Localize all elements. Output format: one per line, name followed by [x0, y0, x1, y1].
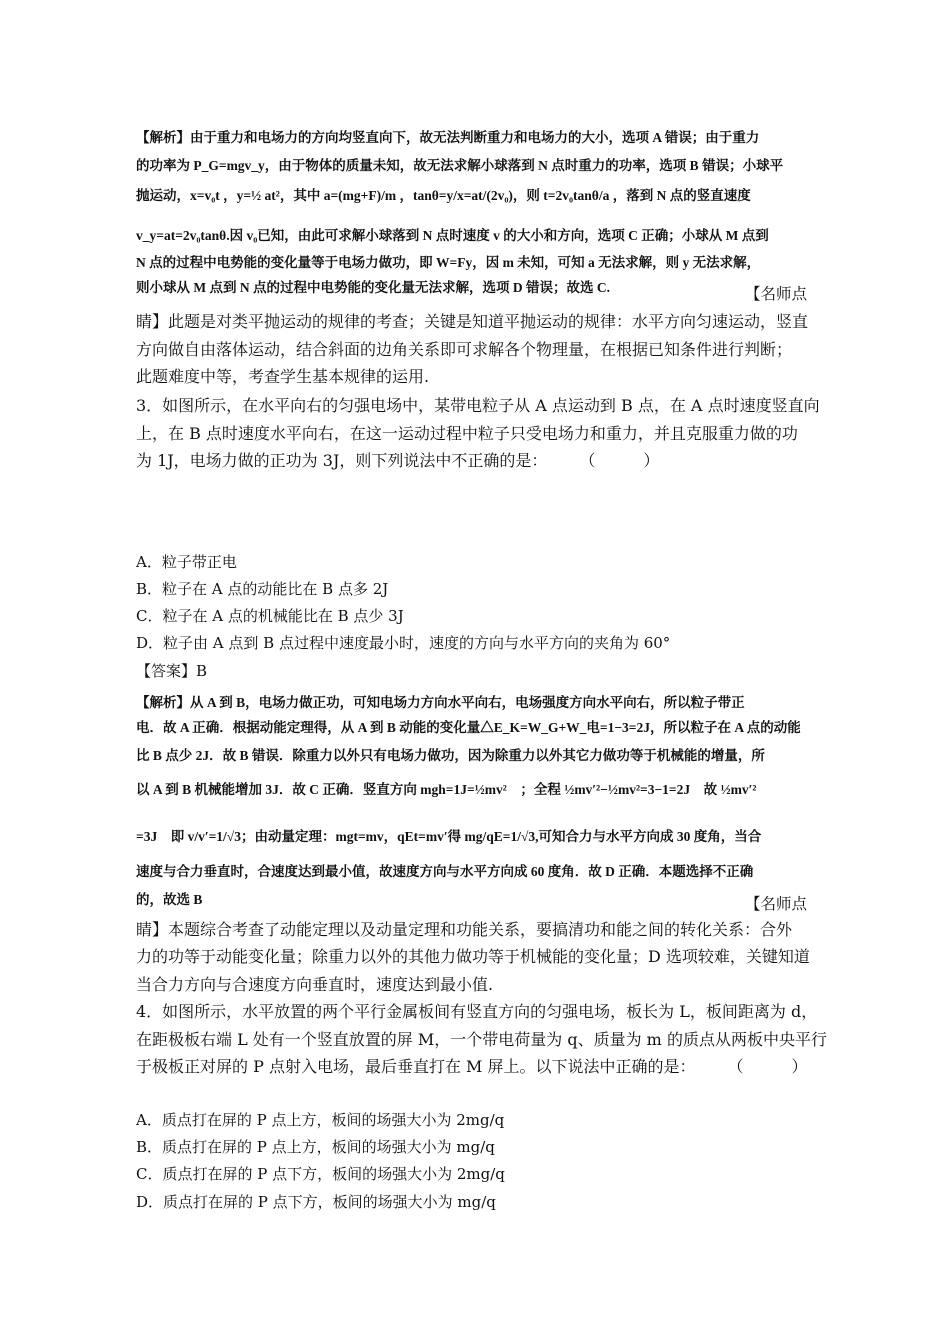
q4-stem-line-3: 于极板正对屏的 P 点射入电场，最后垂直打在 M 屏上。以下说法中正确的是： （ ）	[136, 1057, 808, 1076]
q4-option-c: C．质点打在屏的 P 点下方，板间的场强大小为 2mg/q	[136, 1165, 505, 1183]
q3-analysis-line-3: 比 B 点少 2J．故 B 错误．除重力以外只有电场力做功，因为除重力以外其它力做功等于机械能的增量，所	[136, 748, 765, 763]
q3-stem-line-3: 为 1J，电场力做的正功为 3J，则下列说法中不正确的是： （ ）	[136, 451, 660, 470]
q2-comment-tag: 【名师点	[745, 285, 808, 303]
q3-comment-line-3: 当合力方向与合速度方向垂直时，速度达到最小值.	[136, 975, 494, 994]
q2-comment-line-2: 方向做自由落体运动，结合斜面的边角关系即可求解各个物理量，在根据已知条件进行判断；	[136, 340, 793, 359]
q3-analysis-line-5: =3J 即 v/v′=1/√3；由动量定理：mgt=mv，qEt=mv′得 mg/qE=1/√3,可知合力与水平方向成 30 度角，当合	[136, 829, 762, 844]
q3-comment-line-2: 力的功等于动能变化量；除重力以外的其他力做功等于机械能的变化量；D 选项较难，关键知道	[136, 947, 810, 966]
q3-analysis-line-1: 【解析】从 A 到 B，电场力做正功，可知电场力方向水平向右，电场强度方向水平向右，所以粒子带正	[136, 695, 745, 710]
q3-stem-line-2: 上，在 B 点时速度水平向右，在这一运动过程中粒子只受电场力和重力，并且克服重力做的功	[136, 424, 798, 443]
q2-analysis-line-6: 则小球从 M 点到 N 点的过程中电势能的变化量无法求解，选项 D 错误；故选 C.	[136, 280, 610, 295]
q2-comment-line-1: 睛】此题是对类平抛运动的规律的考查；关键是知道平抛运动的规律：水平方向匀速运动，竖直	[136, 312, 809, 331]
q4-option-d: D．质点打在屏的 P 点下方，板间的场强大小为 mg/q	[136, 1193, 496, 1211]
q3-stem-line-1: 3．如图所示，在水平向右的匀强电场中，某带电粒子从 A 点运动到 B 点，在 A 点时速度竖直向	[136, 396, 820, 415]
q3-option-d: D．粒子由 A 点到 B 点过程中速度最小时，速度的方向与水平方向的夹角为 60°	[136, 634, 671, 652]
q3-option-c: C．粒子在 A 点的机械能比在 B 点少 3J	[136, 607, 404, 625]
q4-stem-line-1: 4．如图所示，水平放置的两个平行金属板间有竖直方向的匀强电场，板长为 L，板间距离为 d，	[136, 1002, 818, 1021]
q2-analysis-line-5: N 点的过程中电势能的变化量等于电场力做功，即 W=Fy，因 m 未知，可知 a 无法求解，则 y 无法求解，	[136, 255, 761, 270]
q2-analysis-line-2: 的功率为 P_G=mgv_y，由于物体的质量未知，故无法求解小球落到 N 点时重力的功率，选项 B 错误；小球平	[136, 158, 784, 173]
q3-comment-tag: 【名师点	[745, 895, 808, 913]
q3-option-b: B．粒子在 A 点的动能比在 B 点多 2J	[136, 580, 389, 598]
q4-option-b: B．质点打在屏的 P 点上方，板间的场强大小为 mg/q	[136, 1138, 495, 1156]
q4-stem-line-2: 在距极板右端 L 处有一个竖直放置的屏 M，一个带电荷量为 q、质量为 m 的质点从两板中央平行	[136, 1030, 827, 1049]
q3-answer: 【答案】B	[136, 662, 208, 680]
q3-analysis-line-4: 以 A 到 B 机械能增加 3J．故 C 正确．竖直方向 mgh=1J=½mv² ；全程 ½mv′²−½mv²=3−1=2J 故 ½mv′²	[136, 782, 757, 797]
q3-option-a: A．粒子带正电	[136, 553, 237, 571]
q2-analysis-line-1: 【解析】由于重力和电场力的方向均竖直向下，故无法判断重力和电场力的大小，选项 A 错误；由于重力	[136, 130, 760, 145]
q3-analysis-line-2: 电．故 A 正确．根据动能定理得，从 A 到 B 动能的变化量△E_K=W_G+W_电=1−3=2J，所以粒子在 A 点的动能	[136, 720, 801, 735]
q2-analysis-line-4: v_y=at=2v₀tanθ.因 v₀已知，由此可求解小球落到 N 点时速度 v 的大小和方向，选项 C 正确；小球从 M 点到	[136, 228, 769, 243]
q3-analysis-line-6: 速度与合力垂直时，合速度达到最小值，故速度方向与水平方向成 60 度角．故 D 正确．本题选择不正确	[136, 864, 754, 879]
q4-option-a: A．质点打在屏的 P 点上方，板间的场强大小为 2mg/q	[136, 1111, 505, 1129]
q2-comment-line-3: 此题难度中等，考查学生基本规律的运用.	[136, 367, 430, 386]
q3-comment-line-1: 睛】本题综合考查了动能定理以及动量定理和功能关系，要搞清功和能之间的转化关系：合外	[136, 920, 793, 939]
q3-analysis-line-7: 的，故选 B	[136, 892, 203, 907]
q2-analysis-line-3: 抛运动，x=v₀t ，y=½ at²，其中 a=(mg+F)/m ，tanθ=y/x=at/(2v₀)，则 t=2v₀tanθ/a ，落到 N 点的竖直速度	[136, 188, 751, 203]
